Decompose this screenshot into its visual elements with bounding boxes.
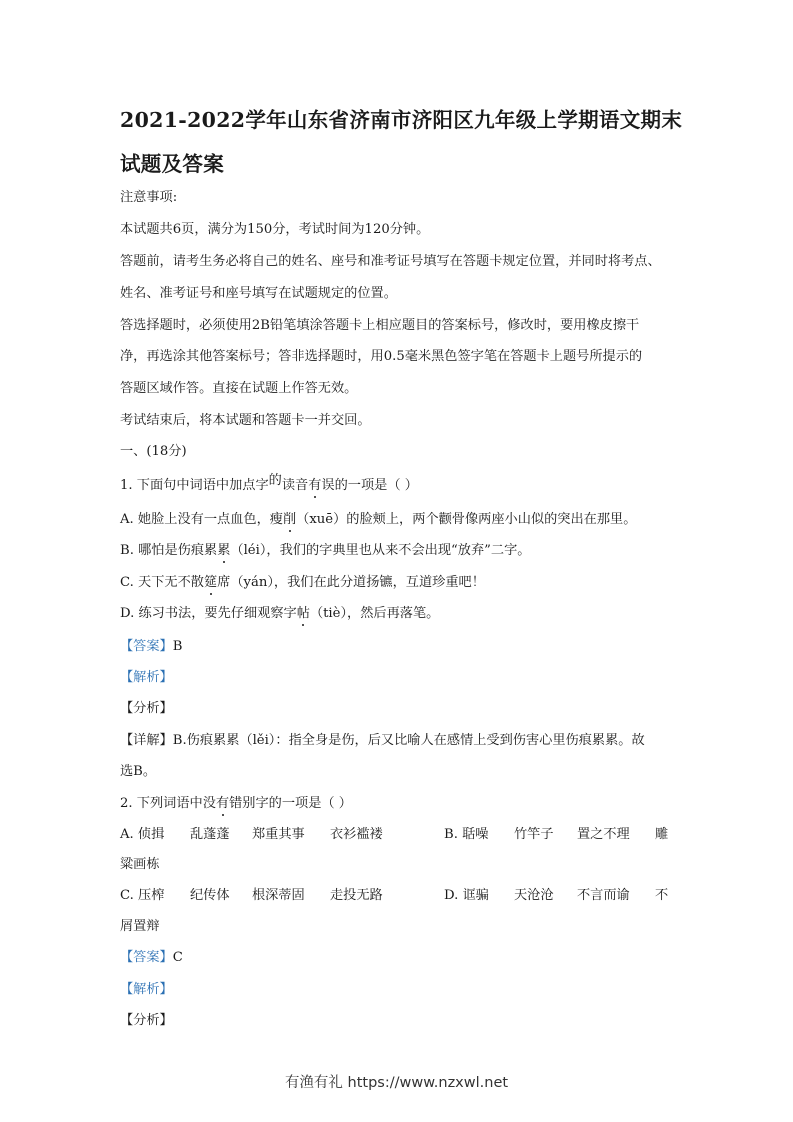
- notice-item: 考试结束后，将本试题和答题卡一并交回。: [120, 413, 371, 428]
- question-1-answer: [120, 635, 182, 654]
- answer-label: 【答案】: [120, 639, 173, 654]
- option-a-word: 郑重其事: [252, 827, 305, 842]
- option-a-word: 乱蓬蓬: [190, 827, 230, 842]
- answer-label: 【答案】: [120, 950, 173, 965]
- option-c-word: C. 压榨: [120, 888, 165, 903]
- notice-item: 净，再选涂其他答案标号；答非选择题时，用0.5毫米黑色签字笔在答题卡上题号所提示的: [120, 349, 643, 364]
- question-1-jiexi-label: 【解析】: [120, 670, 173, 685]
- question-2-answer: [120, 946, 183, 965]
- notice-item: 答题区域作答。直接在试题上作答无效。: [120, 381, 358, 396]
- notice-heading: 注意事项:: [120, 190, 178, 205]
- notice-item: 姓名、准考证号和座号填写在试题规定的位置。: [120, 286, 397, 301]
- option-b-word: 置之不理: [577, 827, 630, 842]
- option-a-word: 衣衫褴褛: [330, 827, 383, 842]
- option-d-word-wrap: 屑置辩: [120, 919, 160, 934]
- question-1-option-b: B. 哪怕是伤痕累累（léi），我们的字典里也从来不会出现“放弃”二字。: [120, 539, 530, 558]
- question-2-jiexi-label: 【解析】: [120, 982, 173, 997]
- question-1-stem: 1. 下面句中词语中加点字的读音有误的一项是（ ）: [120, 473, 418, 493]
- option-c-word: 纪传体: [190, 888, 230, 903]
- question-1-fenxi-label: 【分析】: [120, 701, 173, 716]
- option-b-word: 雕: [655, 827, 669, 842]
- answer-value: B: [172, 639, 183, 654]
- question-2-stem: 2. 下列词语中没有错别字的一项是（ ）: [120, 792, 352, 811]
- answer-value: C: [172, 950, 183, 965]
- option-d-word: 不言而谕: [577, 888, 630, 903]
- footer-watermark: 有渔有礼 https://www.nzxwl.net: [284, 1075, 509, 1091]
- option-d-word: D. 诓骗: [444, 888, 489, 903]
- question-2-fenxi-label: 【分析】: [120, 1013, 173, 1028]
- section-heading: 一、(18分): [120, 444, 187, 459]
- option-c-word: 根深蒂固: [252, 888, 305, 903]
- question-1-detail-cont: 选B。: [120, 764, 157, 779]
- option-a-word: A. 侦揖: [120, 827, 165, 842]
- option-b-word-wrap: 粱画栋: [120, 857, 160, 872]
- notice-item: 本试题共6页，满分为150分，考试时间为120分钟。: [120, 222, 430, 237]
- title-line-1: 2021-2022学年山东省济南市济阳区九年级上学期语文期末: [120, 108, 683, 132]
- option-d-word: 不: [655, 888, 669, 903]
- option-c-word: 走投无路: [330, 888, 383, 903]
- option-d-word: 天沧沧: [514, 888, 554, 903]
- notice-item: 答题前，请考生务必将自己的姓名、座号和准考证号填写在答题卡规定位置，并同时将考点、: [120, 254, 661, 269]
- notice-item: 答选择题时，必须使用2B铅笔填涂答题卡上相应题目的答案标号，修改时，要用橡皮擦干: [120, 318, 640, 333]
- question-1-option-c: C. 天下无不散筵席（yán），我们在此分道扬镳，互道珍重吧！: [120, 571, 485, 590]
- option-b-word: B. 聒噪: [444, 827, 489, 842]
- option-b-word: 竹竿子: [514, 827, 554, 842]
- title-line-2: 试题及答案: [120, 152, 224, 176]
- question-1-detail: 【详解】B.伤痕累累（lěi）：指全身是伤，后又比喻人在感情上受到伤害心里伤痕累累。故: [120, 733, 645, 748]
- detail-label: 【详解】: [120, 733, 173, 748]
- question-1-option-d: D. 练习书法，要先仔细观察字帖（tiè），然后再落笔。: [120, 602, 439, 621]
- question-1-option-a: A. 她脸上没有一点血色，瘦削（xuē）的脸颊上，两个颧骨像两座小山似的突出在那里。: [120, 508, 636, 527]
